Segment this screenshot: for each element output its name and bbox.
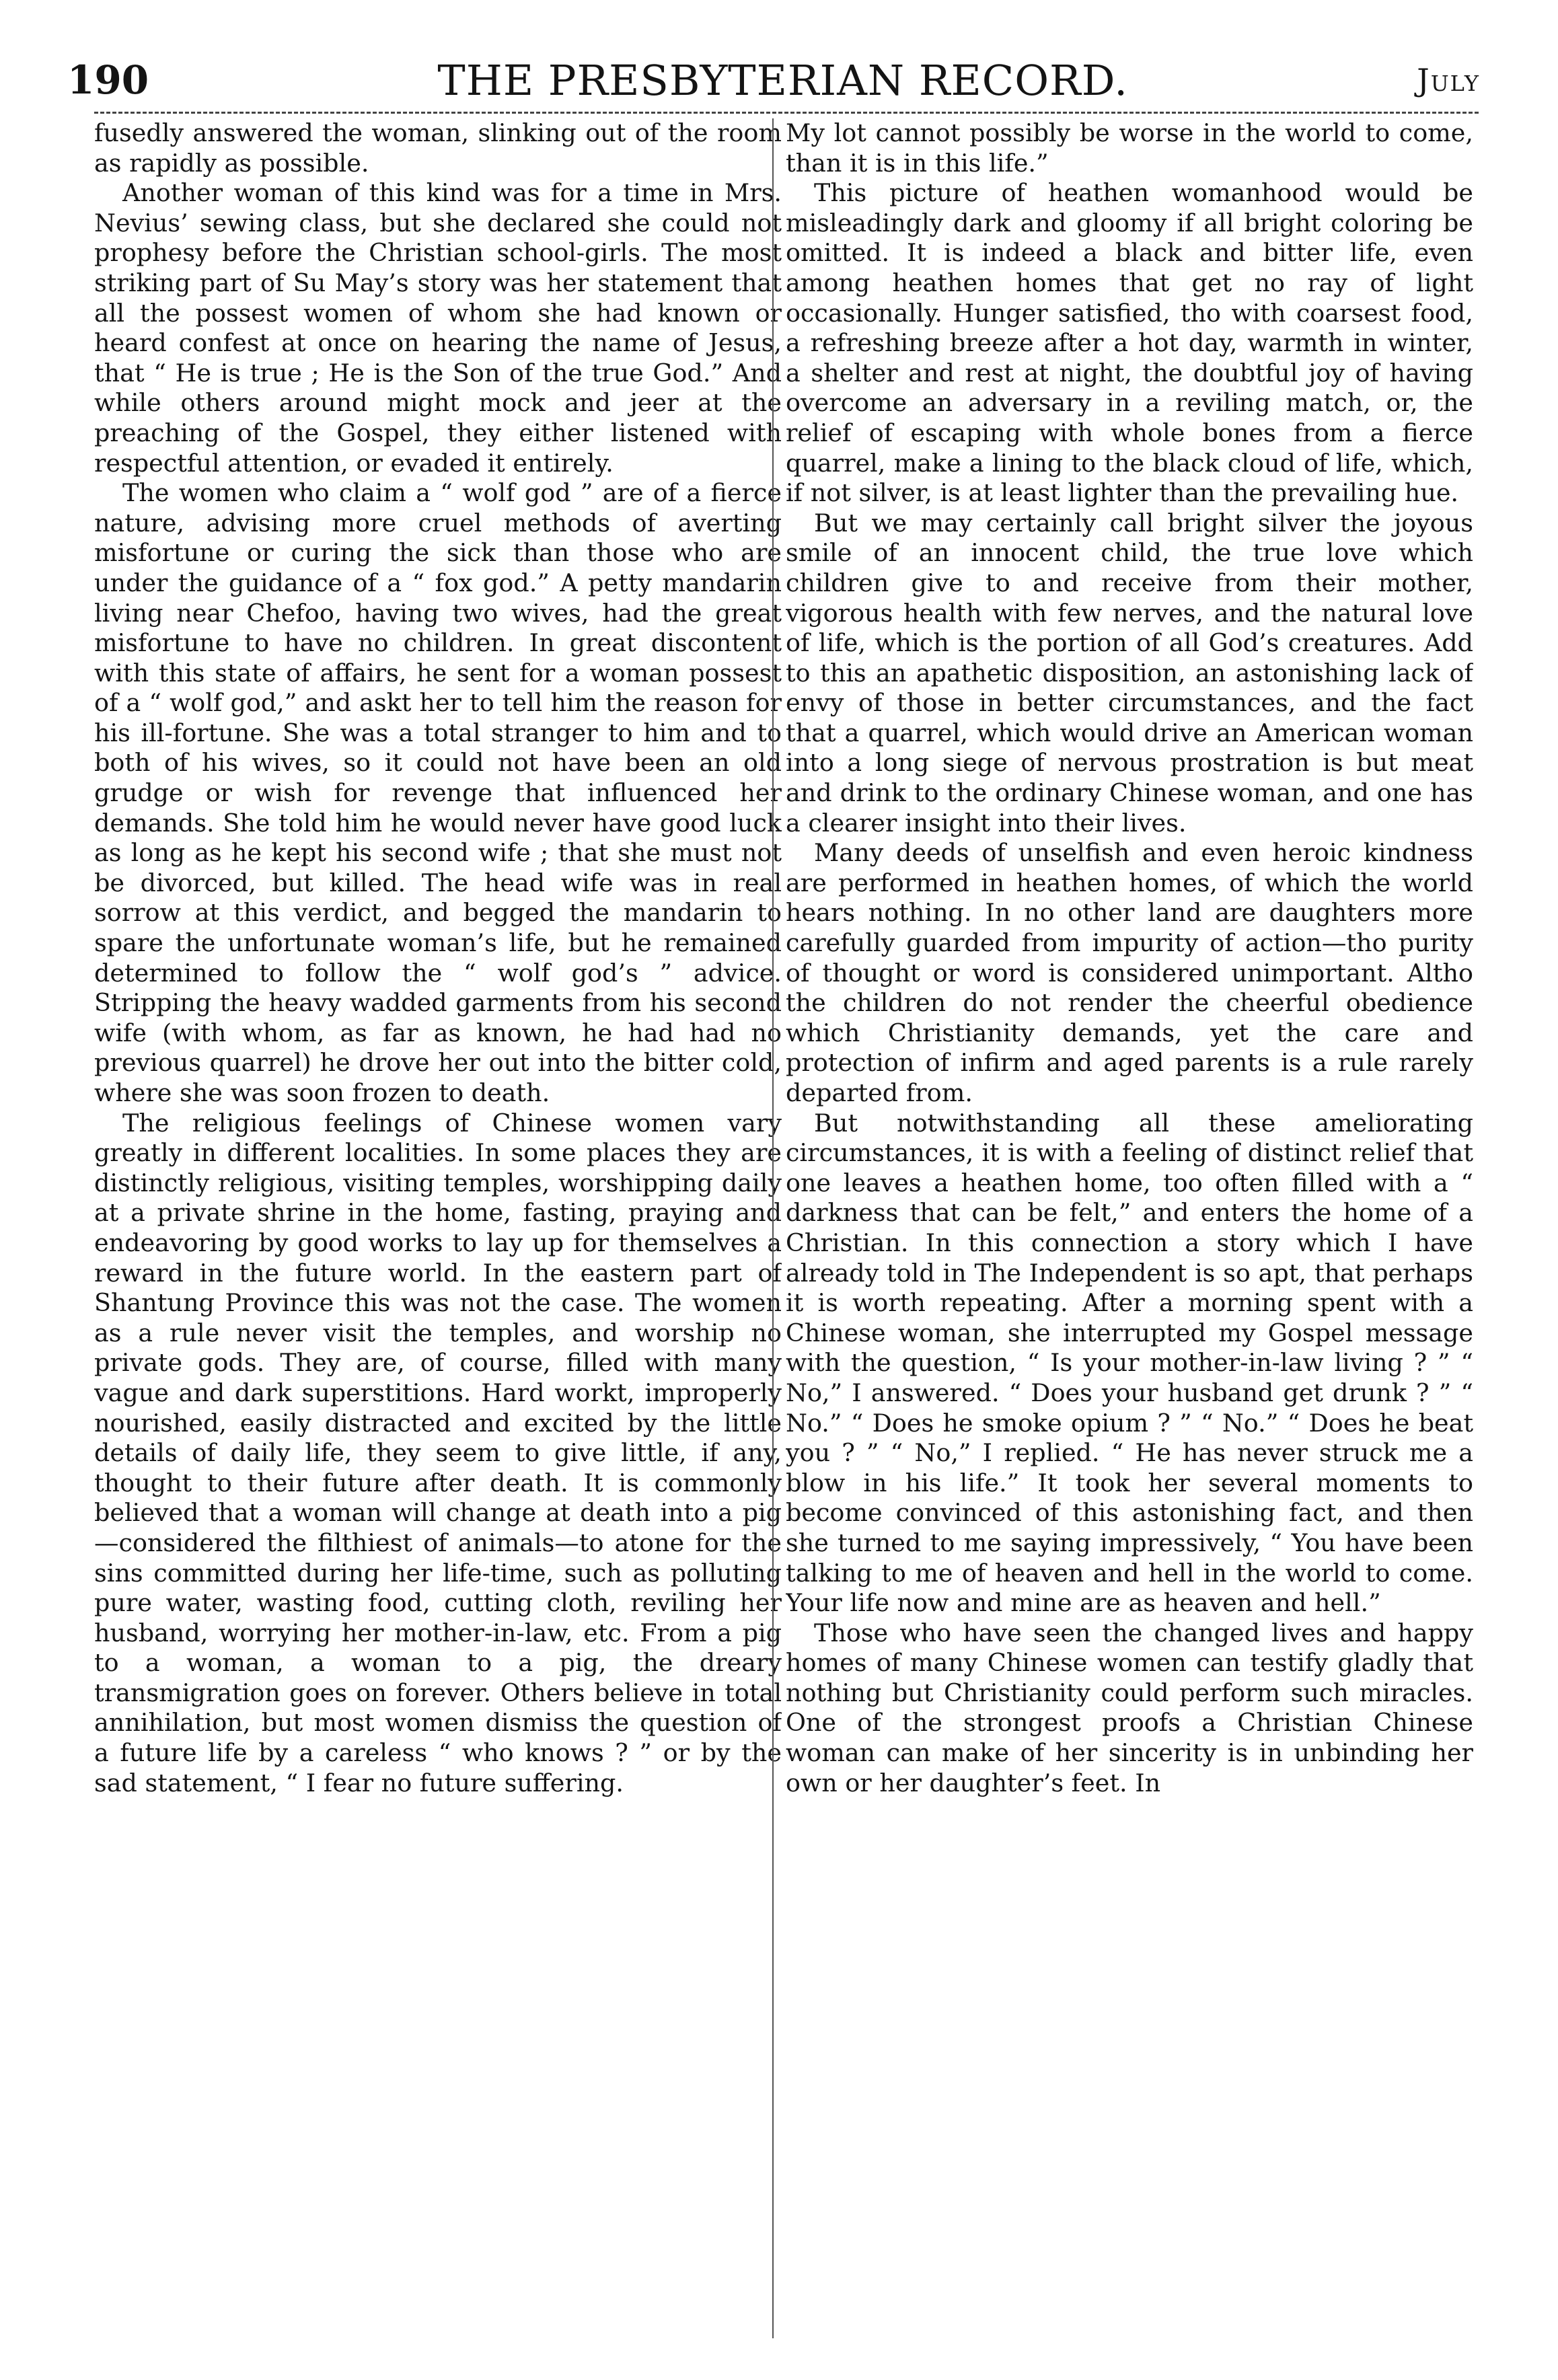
column-divider <box>772 118 774 2338</box>
paragraph: The women who claim a “ wolf god ” are of a fierce nature, advising more cruel methods of averting misfortune or curing the sick than those who are under the guidance of a “ fox god.” A petty mandarin living near Chefoo, having two wives, had the great misfortune to have no children. In great discontent with this state of affairs, he sent for a woman possest of a “ wolf god,” and askt her to tell him the reason for his ill-fortune. She was a total stranger to him and to both of his wives, so it could not have been an old grudge or wish for revenge that influenced her demands. She told him he would never have good luck as long as he kept his second wife ; that she must not be divorced, but killed. The head wife was in real sorrow at this verdict, and begged the mandarin to spare the unfortunate woman’s life, but he remained determined to follow the “ wolf god’s ” advice. Stripping the heavy wadded garments from his second wife (with whom, as far as known, he had had no previous quarrel) he drove her out into the bitter cold, where she was soon frozen to death. <box>94 478 782 1107</box>
paragraph: But notwithstanding all these ameliorating circumstances, it is with a feeling of distinct relief that one leaves a heathen home, too often filled with a “ darkness that can be felt,” and enters the home of a Christian. In this connection a story which I have already told in The Independent is so apt, that perhaps it is worth repeating. After a morning spent with a Chinese woman, she interrupted my Gospel message with the question, “ Is your mother-in-law living ? ” “ No,” I answered. “ Does your husband get drunk ? ” “ No.” “ Does he smoke opium ? ” “ No.” “ Does he beat you ? ” “ No,” I replied. “ He has never struck me a blow in his life.” It took her several moments to become convinced of this astonishing fact, and then she turned to me saying impressively, “ You have been talking to me of heaven and hell in the world to come. Your life now and mine are as heaven and hell.” <box>786 1108 1473 1618</box>
paragraph: The religious feelings of Chinese women vary greatly in different localities. In some places they are distinctly religious, visiting temples, worshipping daily at a private shrine in the home, fasting, praying and endeavoring by good works to lay up for themselves a reward in the future world. In the eastern part of Shantung Province this was not the case. The women as a rule never visit the temples, and worship no private gods. They are, of course, filled with many vague and dark superstitions. Hard workt, improperly nourished, easily distracted and excited by the little details of daily life, they seem to give little, if any, thought to their future after death. It is commonly believed that a woman will change at death into a pig—considered the filthiest of animals—to atone for the sins committed during her life-time, such as polluting pure water, wasting food, cutting cloth, reviling her husband, worrying her mother-in-law, etc. From a pig to a woman, a woman to a pig, the dreary transmigration goes on forever. Others believe in total annihilation, but most women dismiss the question of a future life by a careless “ who knows ? ” or by the sad statement, “ I fear no future suffering. <box>94 1108 782 1797</box>
issue-month: July <box>1417 62 1480 98</box>
paragraph: Many deeds of unselfish and even heroic kindness are performed in heathen homes, of which the world hears nothing. In no other land are daughters more carefully guarded from impurity of action—tho purity of thought or word is considered unimportant. Altho the children do not render the cheerful obedience which Christianity demands, yet the care and protection of infirm and aged parents is a rule rarely departed from. <box>786 838 1473 1107</box>
journal-title: THE PRESBYTERIAN RECORD. <box>437 55 1128 105</box>
paragraph: My lot cannot possibly be worse in the world to come, than it is in this life.” <box>786 118 1473 178</box>
paragraph: This picture of heathen womanhood would be misleadingly dark and gloomy if all bright coloring be omitted. It is indeed a black and bitter life, even among heathen homes that get no ray of light occasionally. Hunger satisfied, tho with coarsest food, a refreshing breeze after a hot day, warmth in winter, a shelter and rest at night, the doubtful joy of having overcome an adversary in a reviling match, or, the relief of escaping with whole bones from a fierce quarrel, make a lining to the black cloud of life, which, if not silver, is at least lighter than the prevailing hue. <box>786 178 1473 508</box>
left-column <box>94 118 782 2338</box>
header-rule <box>94 112 1479 114</box>
running-header <box>67 50 1480 110</box>
paragraph: fusedly answered the woman, slinking out of the room as rapidly as possible. <box>94 118 782 178</box>
paragraph: But we may certainly call bright silver the joyous smile of an innocent child, the true love which children give to and receive from their mother, vigorous health with few nerves, and the natural love of life, which is the portion of all God’s creatures. Add to this an apathetic disposition, an astonishing lack of envy of those in better circumstances, and the fact that a quarrel, which would drive an American woman into a long siege of nervous prostration is but meat and drink to the ordinary Chinese woman, and one has a clearer insight into their lives. <box>786 508 1473 838</box>
right-column <box>786 118 1473 2338</box>
page-number: 190 <box>67 57 149 103</box>
paragraph: Those who have seen the changed lives and happy homes of many Chinese women can testify gladly that nothing but Christianity could perform such miracles. One of the strongest proofs a Christian Chinese woman can make of her sincerity is in unbinding her own or her daughter’s feet. In <box>786 1618 1473 1797</box>
paragraph: Another woman of this kind was for a time in Mrs. Nevius’ sewing class, but she declared she could not prophesy before the Christian school-girls. The most striking part of Su May’s story was her statement that all the possest women of whom she had known or heard confest at once on hearing the name of Jesus, that “ He is true ; He is the Son of the true God.” And while others around might mock and jeer at the preaching of the Gospel, they either listened with respectful attention, or evaded it entirely. <box>94 178 782 478</box>
